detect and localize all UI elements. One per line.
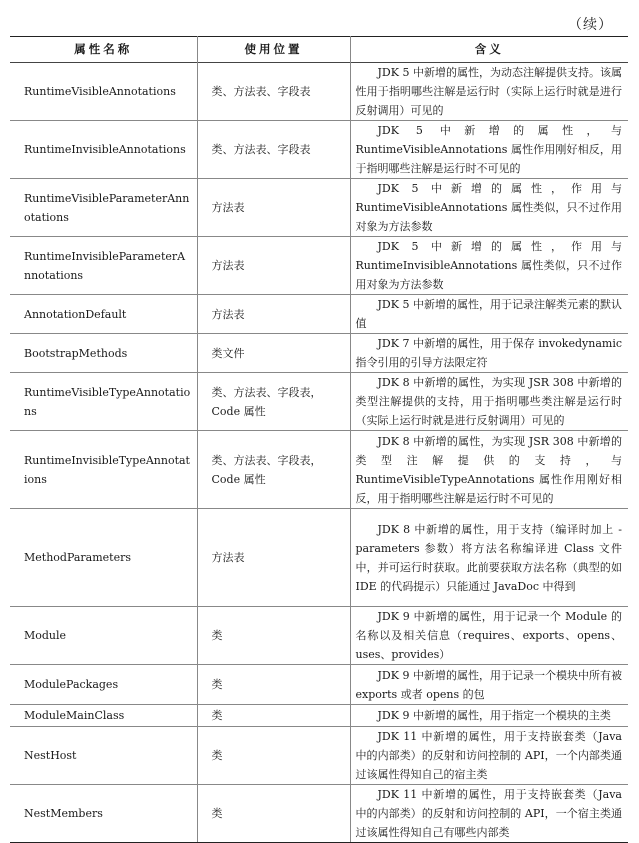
meaning-text: JDK 8 中新增的属性，为实现 JSR 308 中新增的类型注解提供的支持，与 RuntimeVisibleTypeAnnotations 属性作用刚好相反，用于指明哪些注解是运行时不可见的 bbox=[355, 434, 622, 505]
usage-location-cell: 方法表 bbox=[197, 237, 350, 295]
table-row bbox=[10, 509, 628, 607]
meaning-cell bbox=[350, 63, 628, 121]
meaning-text: JDK 7 中新增的属性，用于保存 invokedynamic 指令引用的引导方法限定符 bbox=[355, 337, 622, 369]
table-row bbox=[10, 785, 628, 843]
usage-location-cell: 类、方法表、字段表 bbox=[197, 121, 350, 179]
attribute-name-cell: MethodParameters bbox=[10, 509, 197, 607]
meaning-text: JDK 5 中新增的属性，作用与 RuntimeVisibleAnnotations 属性类似，只不过作用对象为方法参数 bbox=[355, 182, 622, 233]
meaning-cell bbox=[350, 509, 628, 607]
meaning-text: JDK 9 中新增的属性，用于记录一个模块中所有被 exports 或者 opens 的包 bbox=[355, 668, 622, 701]
usage-location-cell: 类、方法表、字段表 bbox=[197, 63, 350, 121]
table-row bbox=[10, 727, 628, 785]
attribute-name-cell: RuntimeVisibleAnnotations bbox=[10, 63, 197, 121]
meaning-cell bbox=[350, 665, 628, 705]
meaning-cell bbox=[350, 705, 628, 727]
meaning-cell bbox=[350, 373, 628, 431]
header-usage-location: 使用位置 bbox=[197, 37, 350, 63]
meaning-cell bbox=[350, 179, 628, 237]
table-row bbox=[10, 334, 628, 373]
usage-location-cell: 类文件 bbox=[197, 334, 350, 373]
table-row bbox=[10, 179, 628, 237]
meaning-cell bbox=[350, 121, 628, 179]
table-header bbox=[10, 37, 628, 63]
table-row bbox=[10, 373, 628, 431]
usage-location-cell: 类、方法表、字段表，Code 属性 bbox=[197, 431, 350, 509]
usage-location-cell: 类 bbox=[197, 785, 350, 843]
table-row bbox=[10, 295, 628, 334]
usage-location-cell: 方法表 bbox=[197, 295, 350, 334]
meaning-text: JDK 5 中新增的属性，为动态注解提供支持。该属性用于指明哪些注解是运行时（实际上运行时就是进行反射调用）可见的 bbox=[355, 66, 622, 117]
table-row bbox=[10, 431, 628, 509]
meaning-cell bbox=[350, 785, 628, 843]
attribute-name-cell: RuntimeVisibleTypeAnnotations bbox=[10, 373, 197, 431]
meaning-cell bbox=[350, 607, 628, 665]
meaning-text: JDK 8 中新增的属性，为实现 JSR 308 中新增的类型注解提供的支持，用于指明哪些类注解是运行时（实际上运行时就是进行反射调用）可见的 bbox=[355, 376, 622, 427]
usage-location-cell: 类、方法表、字段表，Code 属性 bbox=[197, 373, 350, 431]
attribute-name-cell: NestMembers bbox=[10, 785, 197, 843]
attribute-name-cell: Module bbox=[10, 607, 197, 665]
meaning-text: JDK 5 中新增的属性，与 RuntimeVisibleAnnotations 属性作用刚好相反，用于指明哪些注解是运行时不可见的 bbox=[355, 124, 622, 175]
attribute-name-cell: RuntimeInvisibleAnnotations bbox=[10, 121, 197, 179]
attribute-name-cell: RuntimeInvisibleTypeAnnotations bbox=[10, 431, 197, 509]
meaning-text: JDK 5 中新增的属性，作用与 RuntimeInvisibleAnnotations 属性类似，只不过作用对象为方法参数 bbox=[355, 240, 622, 291]
meaning-cell bbox=[350, 727, 628, 785]
meaning-text: JDK 11 中新增的属性，用于支持嵌套类（Java 中的内部类）的反射和访问控制的 API，一个宿主类通过该属性得知自己有哪些内部类 bbox=[355, 788, 622, 839]
usage-location-cell: 类 bbox=[197, 607, 350, 665]
usage-location-cell: 方法表 bbox=[197, 509, 350, 607]
meaning-text: JDK 11 中新增的属性，用于支持嵌套类（Java 中的内部类）的反射和访问控制的 API，一个内部类通过该属性得知自己的宿主类 bbox=[355, 730, 622, 781]
meaning-cell bbox=[350, 237, 628, 295]
table-row bbox=[10, 237, 628, 295]
usage-location-cell: 类 bbox=[197, 665, 350, 705]
attribute-name-cell: BootstrapMethods bbox=[10, 334, 197, 373]
attribute-name-cell: ModuleMainClass bbox=[10, 705, 197, 727]
header-attribute-name: 属性名称 bbox=[74, 42, 133, 56]
attribute-name-cell: ModulePackages bbox=[10, 665, 197, 705]
attribute-name-cell: AnnotationDefault bbox=[10, 295, 197, 334]
attribute-name-cell: RuntimeVisibleParameterAnnotations bbox=[10, 179, 197, 237]
meaning-cell bbox=[350, 295, 628, 334]
continued-label: （续） bbox=[568, 17, 613, 33]
meaning-text: JDK 8 中新增的属性，用于支持（编译时加上 -parameters 参数）将方法名称编译进 Class 文件中，并可运行时获取。此前要获取方法名称（典型的如 IDE 的代码提示）只能通过 JavaDoc 中得到 bbox=[355, 522, 622, 593]
meaning-text: JDK 5 中新增的属性，用于记录注解类元素的默认值 bbox=[355, 298, 622, 330]
table-row bbox=[10, 665, 628, 705]
table-body bbox=[10, 63, 628, 843]
table-row bbox=[10, 121, 628, 179]
usage-location-cell: 类 bbox=[197, 727, 350, 785]
meaning-text: JDK 9 中新增的属性，用于指定一个模块的主类 bbox=[377, 709, 611, 722]
table-row bbox=[10, 705, 628, 727]
meaning-text: JDK 9 中新增的属性，用于记录一个 Module 的名称以及相关信息（requires、exports、opens、uses、provides） bbox=[355, 610, 622, 661]
table-row bbox=[10, 607, 628, 665]
attribute-name-cell: RuntimeInvisibleParameterAnnotations bbox=[10, 237, 197, 295]
usage-location-cell: 方法表 bbox=[197, 179, 350, 237]
meaning-cell bbox=[350, 334, 628, 373]
table-row bbox=[10, 63, 628, 121]
meaning-cell bbox=[350, 431, 628, 509]
attribute-table bbox=[10, 36, 628, 843]
header-meaning: 含义 bbox=[350, 37, 628, 63]
usage-location-cell: 类 bbox=[197, 705, 350, 727]
attribute-name-cell: NestHost bbox=[10, 727, 197, 785]
